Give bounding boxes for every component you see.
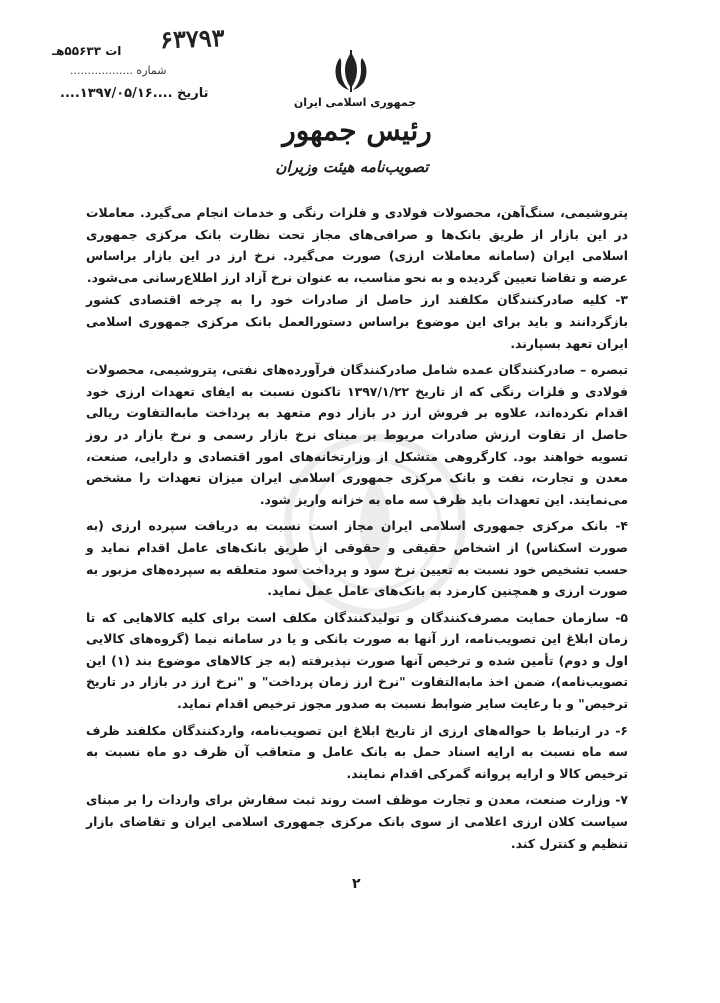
paragraph-clause-6: ۶- در ارتباط با حواله‌های ارزی از تاریخ ابلاغ این تصویب‌نامه، واردکنندگان مکلفند ظرف سه ماه نسبت به ارایه اسناد حمل به بانک عامل و متعاقب آن ظرف دو ماه نسبت به ترخیص کالا و ارایه پروانه گمرکی اقدام نمایند. [86,722,628,781]
paragraph-clause-5: ۵- سازمان حمایت مصرف‌کنندگان و تولیدکنندگان مکلف است برای کلیه کالاهایی که تا زمان ابلاغ این تصویب‌نامه، ارز آنها به صورت بانکی و یا در سامانه نیما (گروه‌های کالایی اول و دوم) تأمین شده و ترخیص آنها صورت نپذیرفته (به جز کالاهای موضوع بند (۱) این تصویب‌نامه)، ضمن اخذ مابه‌التفاوت "نرخ ارز زمان پرداخت" و "نرخ ارز در بازار در تاریخ ترخیص" و با رعایت سایر ضوابط نسبت به صدور مجوز ترخیص اقدام نماید. [86,609,628,712]
country-name: جمهوری اسلامی ایران [293,96,417,109]
page-number: ۲ [352,876,361,892]
iran-emblem-icon [328,48,374,94]
paragraph-note: تبصره – صادرکنندگان عمده شامل صادرکنندگان فرآورده‌های نفتی، پتروشیمی، محصولات فولادی و فلزات رنگی که از تاریخ ۱۳۹۷/۱/۲۲ تاکنون نسبت به ایفای تعهدات ارزی خود اقدام نکرده‌اند، علاوه بر فروش ارز در بازار دوم متعهد به پرداخت مابه‌التفاوت ریالی حاصل از تفاوت ارزش صادرات مربوط بر مبنای نرخ بازار رسمی و نرخ بازار در روز تسویه خواهند بود. کارگروهی متشکل از وزارتخانه‌های امور اقتصادی و دارایی، صنعت، معدن و تجارت، نفت و بانک مرکزی جمهوری اسلامی ایران میزان تعهدات را مشخص می‌نمایند. این تعهدات باید ظرف سه ماه به خزانه واریز شود. [86,362,628,507]
date-field: تاریخ ....۱۳۹۷/۰۵/۱۶.... [60,86,209,101]
office-title: رئیس جمهور [282,114,432,147]
paragraph-clause-3: ۳- کلیه صادرکنندگان مکلفند ارز حاصل از صادرات خود را به چرخه اقتصادی کشور بازگردانند و باید برای این موضوع براساس دستورالعمل بانک مرکزی جمهوری اسلامی ایران تعهد بسپارند. [86,292,628,351]
decree-body [86,202,628,859]
reference-number: ات ۵۵۶۳۳هـ [52,44,122,58]
handwritten-number: ۶۳۷۹۳ [159,22,225,55]
paragraph-clause-4: ۴- بانک مرکزی جمهوری اسلامی ایران مجاز است نسبت به دریافت سپرده ارزی (به صورت اسکناس) از اشخاص حقیقی و حقوقی از طریق بانک‌های عامل اقدام نماید و حسب تشخیص خود نسبت به تعیین نرخ سود و پرداخت سود متعلقه به سپرده‌های مزبور به صورت ارزی و همچنین کارمزد به بانک‌های عامل عمل نماید. [86,518,628,599]
decree-subtitle: تصویب‌نامه هیئت وزیران [275,158,429,176]
paragraph-intro: پتروشیمی، سنگ‌آهن، محصولات فولادی و فلزات رنگی و خدمات انجام می‌گیرد. معاملات در این بازار از طریق بانک‌ها و صرافی‌های مجاز تحت نظارت بانک مرکزی جمهوری اسلامی ایران (سامانه معاملات ارزی) صورت می‌گیرد. نرخ ارز در این بازار براساس عرضه و تقاضا تعیین گردیده و به نحو مناسب، به عنوان نرخ آزاد ارز اطلاع‌رسانی می‌شود. [86,205,628,285]
paragraph-clause-7: ۷- وزارت صنعت، معدن و تجارت موظف است روند ثبت سفارش برای واردات را بر مبنای سیاست کلان ارزی اعلامی از سوی بانک مرکزی جمهوری اسلامی ایران و تقاضای بازار تنظیم و کنترل کند. [86,792,628,851]
number-field: شماره .................. [70,64,167,77]
